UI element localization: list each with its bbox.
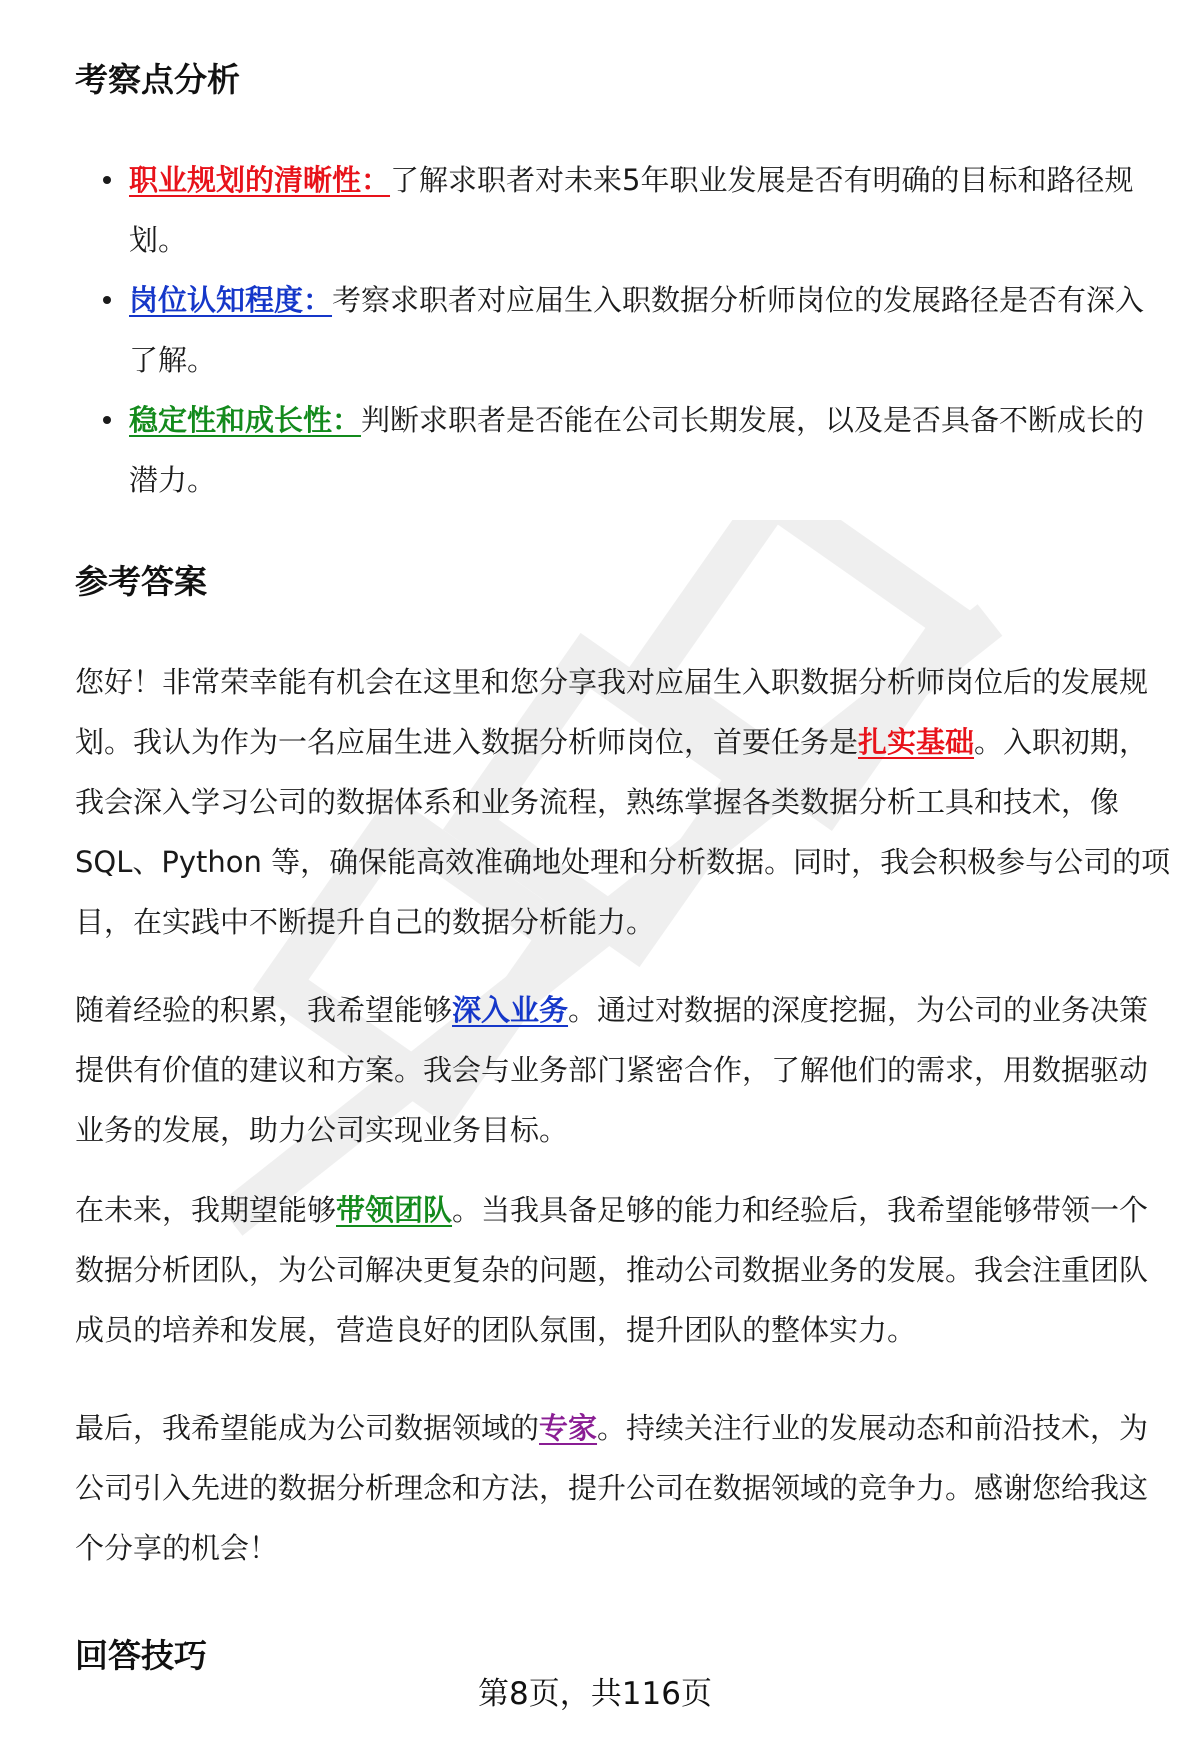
point-label: 职业规划的清晰性： xyxy=(129,163,391,197)
analysis-points-list xyxy=(75,150,1173,510)
keyword-highlight: 带领团队 xyxy=(336,1193,453,1227)
keyword-highlight: 深入业务 xyxy=(452,993,569,1027)
section-title-tips: 回答技巧 xyxy=(75,1636,207,1675)
keyword-highlight: 扎实基础 xyxy=(858,725,975,759)
paragraph-text: 。当我具备足够的能力和经验后，我希望能够带领一个数据分析团队，为公司解决更复杂的问题，推动公司数据业务的发展。我会注重团队成员的培养和发展，营造良好的团队氛围，提升团队的整体实力。 xyxy=(75,1193,1149,1347)
paragraph-text: 在未来，我期望能够 xyxy=(75,1193,337,1227)
page-number: 第8页，共116页 xyxy=(478,1676,712,1712)
list-item xyxy=(129,270,1173,390)
section-title-analysis: 考察点分析 xyxy=(75,60,240,99)
list-item xyxy=(129,150,1173,270)
point-text: 判断求职者是否能在公司长期发展，以及是否具备不断成长的潜力。 xyxy=(129,403,1145,497)
answer-paragraph-2 xyxy=(75,980,1173,1160)
answer-paragraph-4 xyxy=(75,1398,1173,1578)
paragraph-text: 您好！非常荣幸能有机会在这里和您分享我对应届生入职数据分析师岗位后的发展规划。我认为作为一名应届生进入数据分析师岗位，首要任务是 xyxy=(75,665,1149,759)
bullet-icon xyxy=(103,176,111,184)
section-title-answer: 参考答案 xyxy=(75,562,207,601)
paragraph-text: 。持续关注行业的发展动态和前沿技术，为公司引入先进的数据分析理念和方法，提升公司在数据领域的竞争力。感谢您给我这个分享的机会！ xyxy=(75,1411,1149,1565)
answer-paragraph-1 xyxy=(75,652,1173,952)
paragraph-text: 。通过对数据的深度挖掘，为公司的业务决策提供有价值的建议和方案。我会与业务部门紧密合作，了解他们的需求，用数据驱动业务的发展，助力公司实现业务目标。 xyxy=(75,993,1149,1147)
bullet-icon xyxy=(103,296,111,304)
point-label: 稳定性和成长性： xyxy=(129,403,362,437)
paragraph-text: 。入职初期，我会深入学习公司的数据体系和业务流程，熟练掌握各类数据分析工具和技术，像 SQL、Python 等，确保能高效准确地处理和分析数据。同时，我会积极参与公司的项目，在实践中不断提升自己的数据分析能力。 xyxy=(75,725,1171,939)
paragraph-text: 随着经验的积累，我希望能够 xyxy=(75,993,453,1027)
answer-paragraph-3 xyxy=(75,1180,1173,1360)
list-item xyxy=(129,390,1173,510)
paragraph-text: 最后，我希望能成为公司数据领域的 xyxy=(75,1411,540,1445)
point-text: 了解求职者对未来5年职业发展是否有明确的目标和路径规划。 xyxy=(129,163,1134,257)
keyword-highlight: 专家 xyxy=(539,1411,598,1445)
point-label: 岗位认知程度： xyxy=(129,283,333,317)
bullet-icon xyxy=(103,416,111,424)
point-text: 考察求职者对应届生入职数据分析师岗位的发展路径是否有深入了解。 xyxy=(129,283,1145,377)
